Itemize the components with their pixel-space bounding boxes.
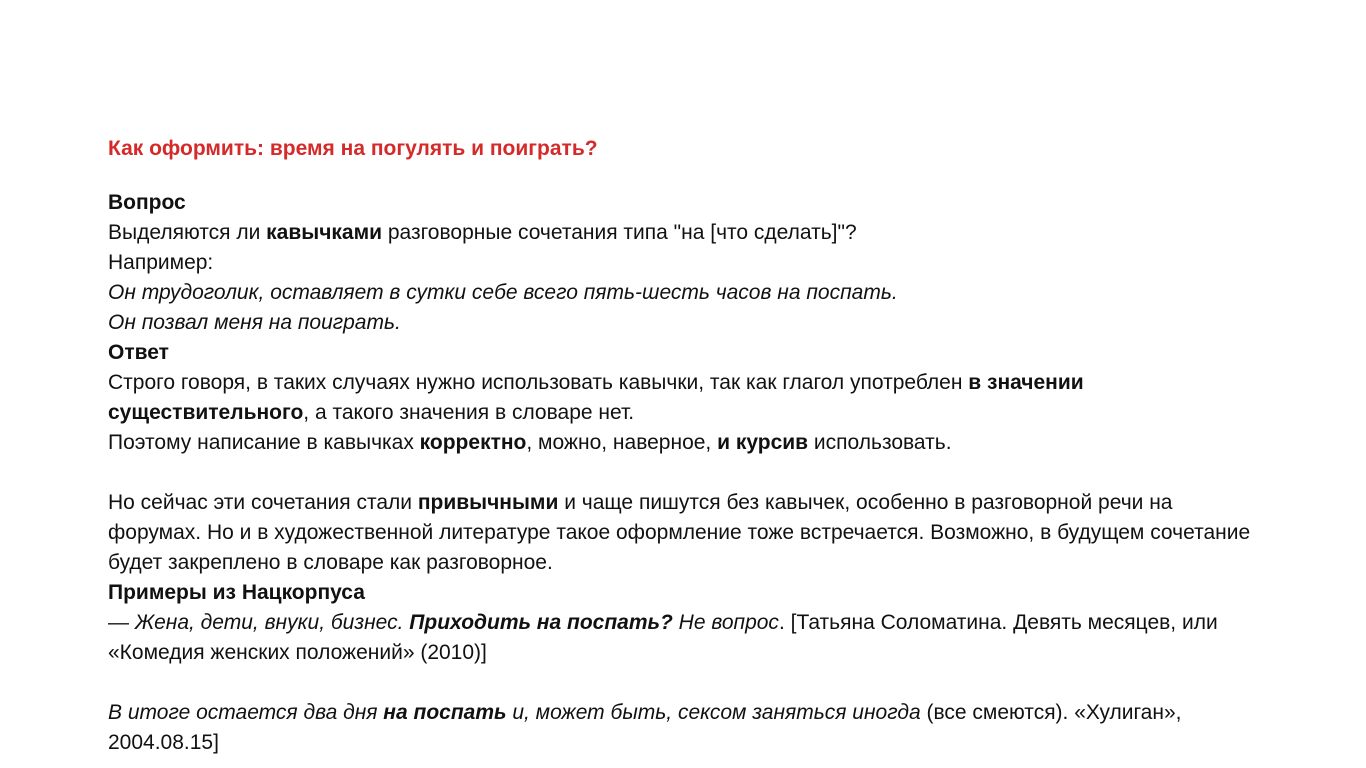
paragraph-spacer [108, 458, 1258, 488]
corpus-section [108, 578, 1258, 758]
corpus-ex2-source: (все смеются). «Хулиган», 2004.08.15] [108, 701, 1182, 754]
answer-p1-bold: в значении существительного [108, 371, 1084, 424]
answer-p1-post: , а такого значения в словаре нет. [303, 401, 635, 424]
question-text-post: разговорные сочетания типа "на [что сделать]"? [382, 221, 857, 244]
article-title: Как оформить: время на погулять и поиграть? [108, 137, 598, 160]
corpus-ex2-italic-1: В итоге остается два дня [108, 701, 384, 724]
question-text-bold: кавычками [266, 221, 383, 244]
corpus-ex1-italic-2: Не вопрос [672, 611, 779, 634]
answer-paragraph-1 [108, 368, 1258, 428]
answer-p2-post: использовать. [808, 431, 952, 454]
question-text [108, 218, 1258, 248]
article [108, 135, 1258, 758]
question-section [108, 188, 1258, 338]
corpus-ex2-italic-2: и, может быть, сексом заняться иногда [506, 701, 921, 724]
answer-paragraph-3 [108, 488, 1258, 578]
example-sentence-1: Он трудоголик, оставляет в сутки себе всего пять-шесть часов на поспать. [108, 281, 898, 304]
answer-p1-pre: Строго говоря, в таких случаях нужно использовать кавычки, так как глагол употреблен [108, 371, 969, 394]
answer-p2-pre: Поэтому написание в кавычках [108, 431, 420, 454]
answer-p2-mid: , можно, наверное, [526, 431, 718, 454]
example-sentence-2: Он позвал меня на поиграть. [108, 311, 401, 334]
corpus-ex1-dash: — [108, 611, 135, 634]
corpus-ex1-source: . [Татьяна Соломатина. Девять месяцев, или «Комедия женских положений» (2010)] [108, 611, 1218, 664]
corpus-heading: Примеры из Нацкорпуса [108, 581, 365, 604]
answer-p2-bold-1: корректно [419, 431, 527, 454]
example-label: Например: [108, 251, 214, 274]
question-heading: Вопрос [108, 191, 186, 214]
corpus-example-1 [108, 608, 1258, 668]
corpus-ex2-bold-italic: на поспать [383, 701, 507, 724]
answer-p3-post: и чаще пишутся без кавычек, особенно в разговорной речи на форумах. Но и в художественной литературе такое оформление тоже встречается. Возможно, в будущем сочетание будет закреплено в словаре как разговорное. [108, 491, 1251, 574]
answer-paragraph-2 [108, 428, 1258, 458]
question-text-pre: Выделяются ли [108, 221, 267, 244]
answer-p2-bold-2: и курсив [717, 431, 809, 454]
corpus-ex1-italic-1: Жена, дети, внуки, бизнес. [134, 611, 410, 634]
corpus-ex1-bold-italic: Приходить на поспать? [409, 611, 673, 634]
answer-p3-bold: привычными [417, 491, 559, 514]
answer-section [108, 338, 1258, 578]
example-spacer [108, 668, 1258, 698]
answer-heading: Ответ [108, 341, 169, 364]
answer-p3-pre: Но сейчас эти сочетания стали [108, 491, 418, 514]
corpus-example-2 [108, 698, 1258, 758]
